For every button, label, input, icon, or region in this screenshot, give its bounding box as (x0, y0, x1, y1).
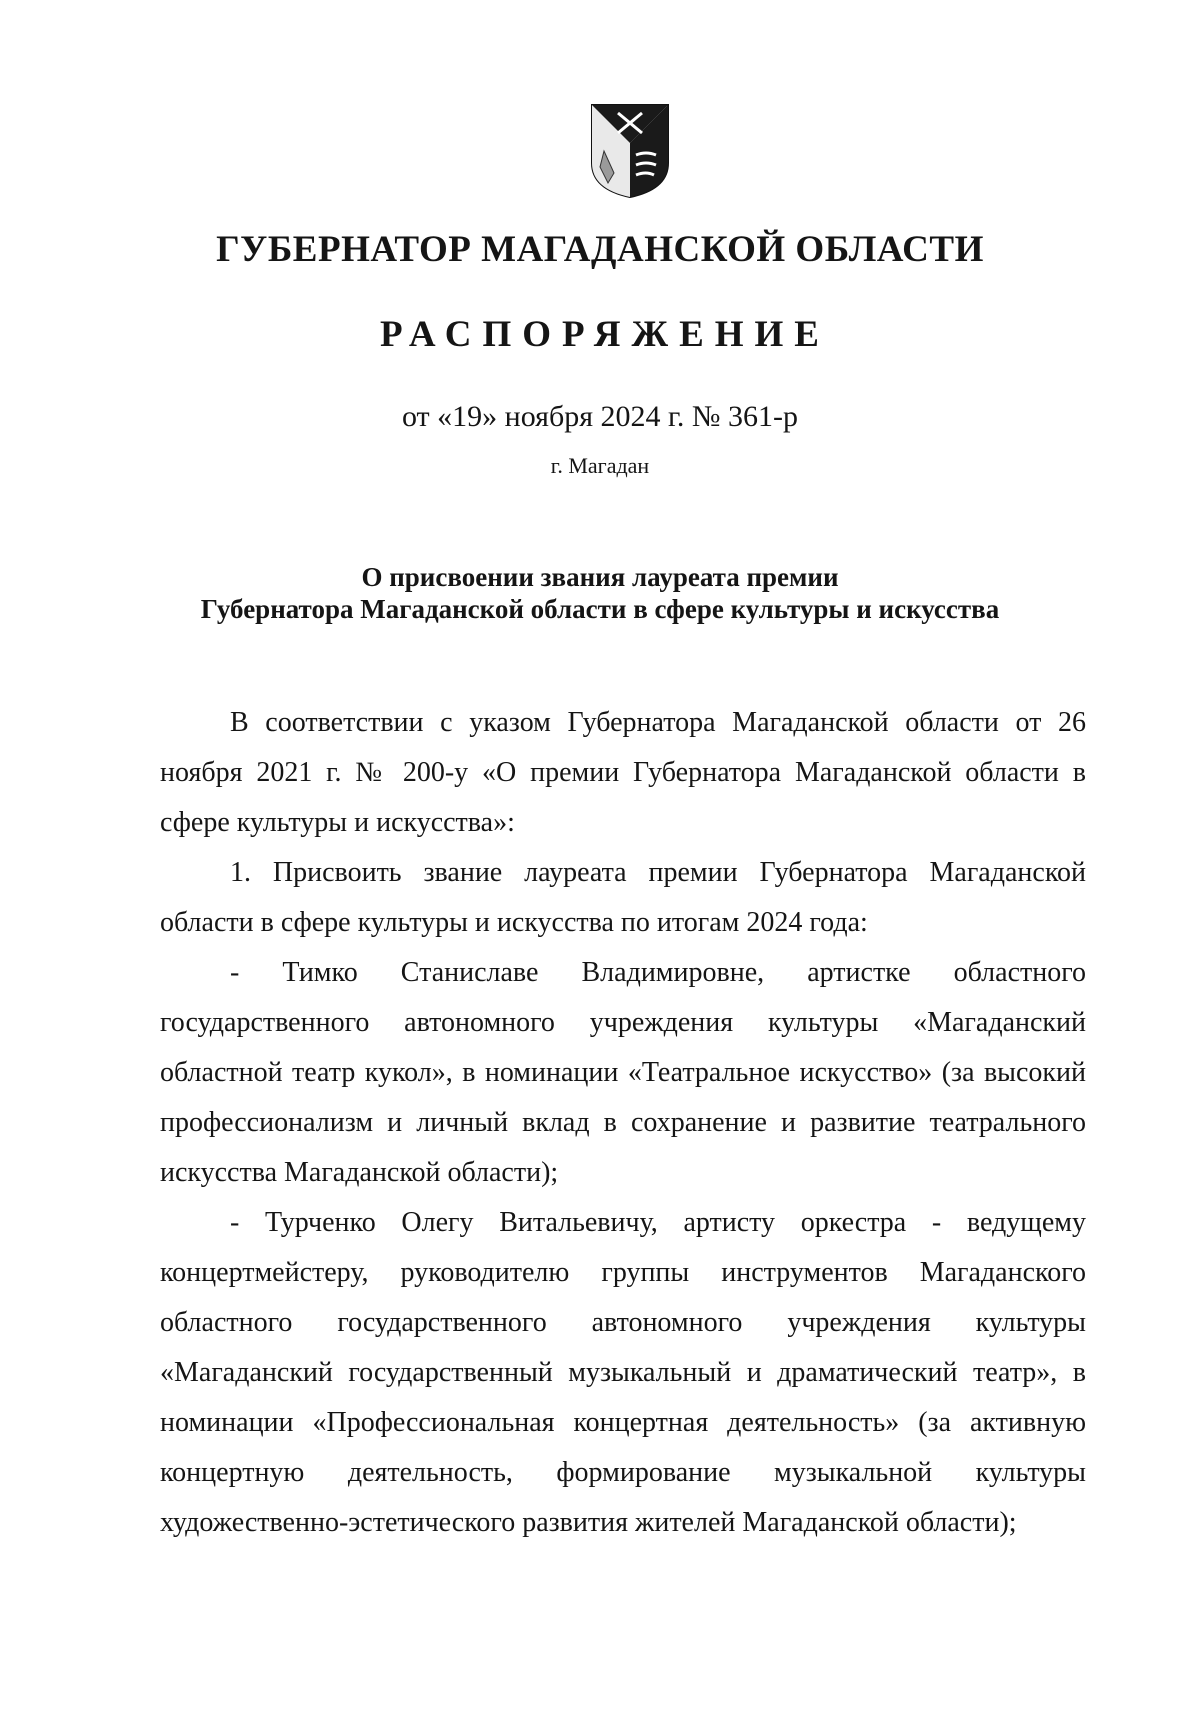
laureate-turchenko-paragraph: - Турченко Олегу Витальевичу, артисту оркестра - ведущему концертмейстеру, руководителю группы инструментов Магаданского областного государственного автономного учреждения культуры «Магаданский государственный музыкальный и драматический театр», в номинации «Профессиональная концертная деятельность» (за активную концертную деятельность, формирование музыкальной культуры художественно-эстетического развития жителей Магаданской области); (160, 1207, 1086, 1538)
issuing-authority: ГУБЕРНАТОР МАГАДАНСКОЙ ОБЛАСТИ (216, 229, 984, 270)
document-title-line-2: Губернатора Магаданской области в сфере культуры и искусства (200, 594, 1000, 624)
preamble-paragraph: В соответствии с указом Губернатора Магаданской области от 26 ноября 2021 г. № 200-у «О премии Губернатора Магаданской области в сфере культуры и искусства»: (160, 707, 1086, 838)
document-title-line-1: О присвоении звания лауреата премии (361, 562, 839, 592)
document-place: г. Магадан (550, 453, 650, 478)
laureate-timko-paragraph: - Тимко Станиславе Владимировне, артистке областного государственного автономного учреждения культуры «Магаданский областной театр кукол», в номинации «Театральное искусство» (за высокий профессионализм и личный вклад в сохранение и развитие театрального искусства Магаданской области); (160, 957, 1086, 1188)
coat-of-arms-icon (590, 103, 670, 199)
document-type: РАСПОРЯЖЕНИЕ (379, 314, 830, 355)
document-date-number: от «19» ноября 2024 г. № 361-р (401, 400, 799, 433)
clause-1-paragraph: 1. Присвоить звание лауреата премии Губернатора Магаданской области в сфере культуры и искусства по итогам 2024 года: (160, 857, 1086, 938)
document-body (160, 698, 1086, 1548)
